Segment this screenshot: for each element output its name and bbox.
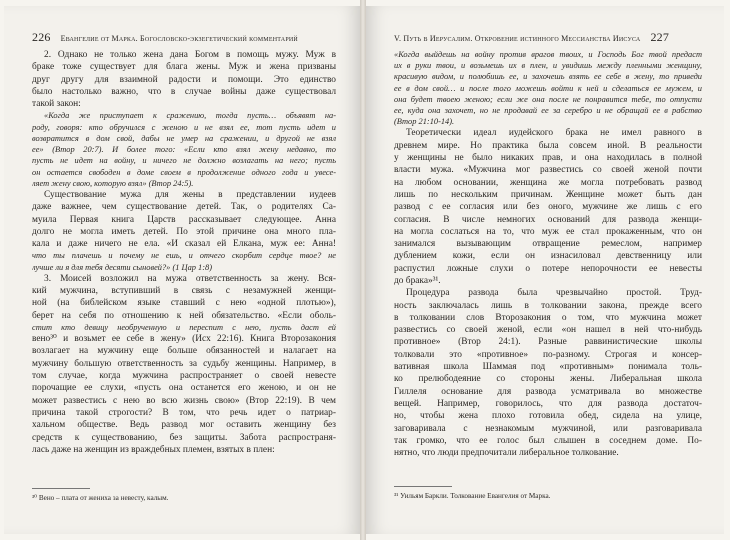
text-line: возлагает на мужчину еще больше обязанностей и налагает на — [32, 346, 336, 357]
text-line: Гиллеля основание для развода усматривала во множестве — [394, 386, 702, 397]
text-line: такой закон: — [32, 99, 81, 110]
text-line: лучше ли я для тебя десяти сыновей?» (1 Цар 1:8) — [32, 262, 212, 272]
text-line: так громко, что ее голос был слышен в соседнем доме. По- — [394, 435, 702, 446]
text-line: ляет жену свою, которую взял» (Втор 24:5). — [32, 178, 194, 188]
text-line: вещей. Например, говорилось, что для развода достаточ- — [394, 398, 702, 409]
footnote: ³⁰ Вено – плата от жениха за невесту, калым. — [32, 494, 169, 502]
text-line: Существование мужа для жены в представлении иудеев — [44, 189, 336, 200]
text-line: распустил ложные слухи о потере непорочности ее невесты — [394, 263, 702, 274]
text-line: было настолько важно, что в случае войны даже существовал — [32, 86, 336, 97]
text-line: согласия. В числе немногих оснований для развода женщи- — [394, 214, 702, 225]
text-line: ко прелюбодеяние со стороны жены. Либеральная школа — [394, 374, 702, 385]
text-line: лась даже на женщин из враждебных племен, взятых в плен: — [32, 444, 275, 455]
text-line: «Когда же приступает к сражению, тогда пусть… объявят на- — [44, 111, 336, 121]
text-line: в толковании слов Второзакония о том, что мужчина может — [394, 312, 702, 323]
text-line: ее» (Втор 20:7). И более того: «Если кто взял жену недавно, то — [32, 145, 336, 155]
text-line: древнем мире. Но практика была совсем иной. В реальности — [394, 140, 702, 151]
text-line: лишь по нескольким причинам. Женщине может быть дан — [394, 189, 702, 200]
text-line: заговаривала с незнакомым мужчиной, или разговаривала — [394, 423, 702, 434]
text-line: он остается свободен в доме своем в продолжение одного года и увесе- — [32, 167, 336, 177]
text-line: мужчину большую ответственность за судьбу женщины. Например, в — [32, 358, 336, 369]
text-line: пусть не идет на войну, и ничего не должно возлагать на него; пусть — [32, 156, 336, 166]
text-line: у женщины не было никаких прав, и она находилась в полной — [394, 153, 702, 164]
text-line: развод с ее согласия или без оного, мужчине же лишь с его — [394, 202, 702, 213]
text-line: друг другу для взаимной радости и помощи. Это единство — [32, 74, 336, 85]
footnote-rule — [394, 486, 452, 487]
page-number: 227 — [650, 30, 670, 44]
text-line: долго не могла иметь детей. По этой причине она много пла- — [32, 226, 336, 237]
text-line: ной (на библейском языке ставший с нею «одной плотью»), — [32, 298, 336, 309]
footnote: ³¹ Уильям Баркли. Толкование Евангелия от Марка. — [394, 492, 551, 500]
text-line: нятно, что люди предпочитали либеральное толкование. — [394, 448, 619, 459]
text-line: может развестись с нею во всю жизнь свою» (Втор 22:19). В чем — [32, 395, 336, 406]
text-line: кий мужчина, вступивший в связь с незамужней женщи- — [32, 286, 336, 297]
text-line: средств к существованию, без защиты. Забота распространя- — [32, 432, 336, 443]
text-line: том случае, когда мужчина распространяет о своей невесте — [32, 371, 336, 382]
text-line: вено³⁰ и возьмет ее себе в жену» (Исх 22:16). Книга Второзакония — [32, 334, 336, 345]
text-line: 3. Моисей возложил на мужа ответственность за жену. Вся- — [44, 273, 336, 284]
text-line: 2. Однако не только жена дана Богом в помощь мужу. Муж в — [44, 50, 336, 60]
text-line: стит кто девицу необрученную и переспит с нею, пусть даст ей — [32, 322, 336, 332]
text-line: до брака»³¹. — [394, 275, 441, 286]
running-head: Евангелие от Марка. Богословско-экзегетический комментарий — [60, 34, 298, 43]
text-line: но, чтобы жена плохо готовила обед, сидела на улице, — [394, 411, 702, 422]
text-line: роду, говоря: кто обручился с женою и не взял ее, тот пусть идет и — [32, 122, 336, 132]
text-line: Теоретически идеал иудейского брака не имел равного в — [406, 128, 702, 139]
text-line: на могла сослаться на то, что муж ее стал прокаженным, что он — [394, 226, 702, 237]
right-page-header — [394, 30, 669, 45]
text-line: вативная школа Шаммая под «противным» понимала толь- — [394, 362, 702, 373]
text-line: ность заключалась лишь в толковании закона, прежде всего — [394, 300, 702, 311]
footnote-rule — [32, 488, 90, 489]
text-line: муила Первая книга Царств рассказывает следующее. Анна — [32, 214, 336, 225]
text-line: власти мужа. «Мужчина мог развестись со своей женой почти — [394, 165, 702, 176]
text-line: занимался вызывающим отвращение ремеслом, например — [394, 239, 702, 250]
text-line: даже важнее, чем существование детей. Так, о родителях Са- — [32, 202, 336, 213]
text-line: (Втор 21:10-14). — [394, 117, 455, 127]
text-line: их в руки твои, и возьмешь их в плен, и увидишь между пленными женщину, — [394, 61, 702, 71]
right-page-body — [394, 49, 702, 459]
text-line: хальном обществе. Ведь развод мог оставить женщину без — [32, 420, 336, 431]
text-line: противное» (Втор 24:1). Разные раввинистические школы — [394, 337, 702, 348]
text-line: причина такой строгости? В том, что речь идет о патриар- — [32, 407, 336, 418]
text-line: толковали это «противное» по-разному. Строгая и консер- — [394, 349, 702, 360]
text-line: что ты плачешь и почему не ешь, и отчего скорбит сердце твое? не — [32, 251, 336, 261]
text-line: ее, куда она захочет, но не продавай ее за серебро и не обращай ее в рабство — [394, 106, 702, 116]
text-line: кала и даже ничего не ела. «И сказал ей Елкана, муж ее: Анна! — [32, 239, 336, 250]
left-page-header — [32, 30, 298, 45]
text-line: порочащие ее слухи, «пусть она останется его женою, и он не — [32, 383, 336, 394]
text-line: дублением кожи, если он изнасиловал девственницу или — [394, 251, 702, 262]
right-page — [366, 6, 724, 534]
text-line: Процедура развода была чрезвычайно простой. Труд- — [406, 288, 702, 299]
text-line: на любом основании, женщина же могла потребовать развод — [394, 177, 702, 188]
text-line: красивую видом, и полюбишь ее, и захочешь взять ее себе в жену, то приведи — [394, 72, 702, 82]
running-head: V. Путь в Иерусалим. Откровение истинного Мессианства Иисуса — [394, 34, 641, 43]
text-line: «Когда выйдешь на войну против врагов твоих, и Господь Бог твой предаст — [394, 50, 702, 59]
text-line: развестись со своей женой, если «он нашел в ней что-нибудь — [394, 325, 702, 336]
text-line: возвратится в дом свой, дабы не умер на сражении, и другой не взял — [32, 133, 336, 143]
text-line: браке тоже существует для блага жены. Муж и жена призваны — [32, 62, 336, 73]
text-line: ее в дом свой… и после того можешь войти к ней и сделаться ее мужем, и — [394, 83, 702, 93]
left-page-body — [32, 49, 336, 456]
text-line: она будет твоею женою; если же она после не понравится тебе, то отпусти — [394, 94, 702, 104]
left-page — [4, 6, 360, 534]
page-number: 226 — [32, 30, 51, 44]
text-line: берет на себя по отношению к ней обязательство. «Если оболь- — [32, 310, 336, 321]
